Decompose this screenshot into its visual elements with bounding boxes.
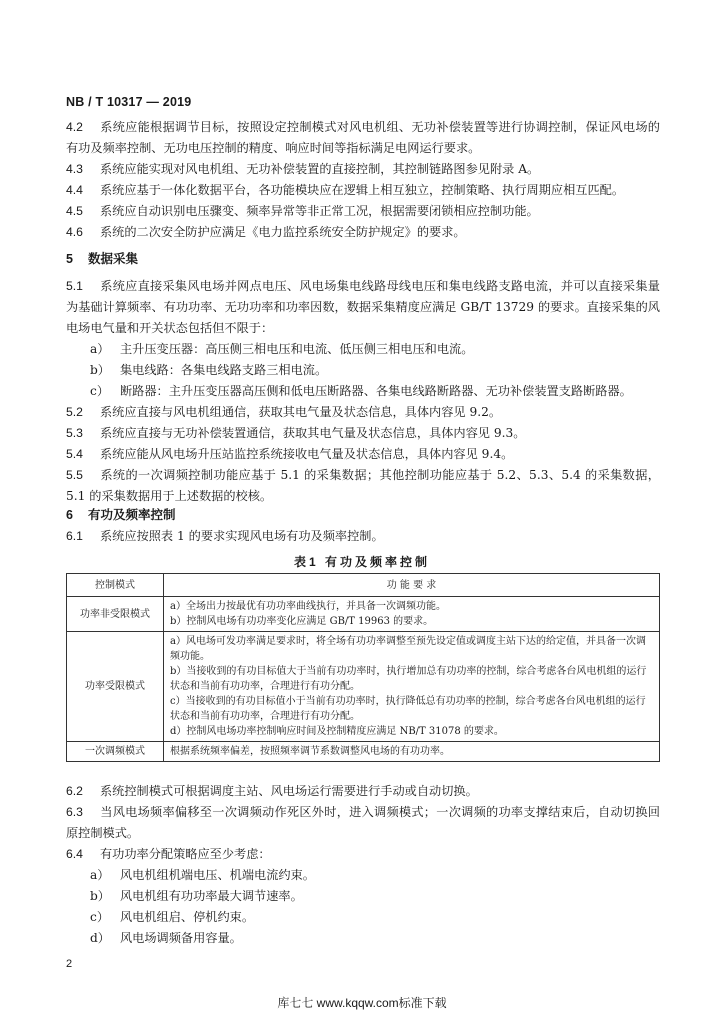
clause-6-2: 6.2 系统控制模式可根据调度主站、风电场运行需要进行手动或自动切换。 bbox=[66, 784, 478, 798]
clause-4-5: 4.5 系统应自动识别电压骤变、频率异常等非正常工况，根据需要闭锁相应控制功能。 bbox=[66, 204, 539, 218]
clause-6-3: 6.3 当风电场频率偏移至一次调频动作死区外时，进入调频模式；一次调频的功率支撑结束后，自动切换回原控制模式。 bbox=[66, 805, 660, 840]
list-item: a） 风电机组机端电压、机端电流约束。 bbox=[90, 868, 315, 882]
table-row bbox=[67, 632, 660, 742]
table-header-row bbox=[67, 574, 660, 597]
clause-4-3: 4.3 系统应能实现对风电机组、无功补偿装置的直接控制，其控制链路图参见附录 A。 bbox=[66, 162, 540, 176]
list-item: b） 风电机组有功功率最大调节速率。 bbox=[90, 889, 303, 903]
table-title: 表1 有功及频率控制 bbox=[293, 555, 430, 569]
table-cell-requirements: a）全场出力按最优有功功率曲线执行，并具备一次调频功能。 b）控制风电场有功功率变化应满足 GB/T 19963 的要求。 bbox=[164, 597, 660, 632]
table-cell-mode: 一次调频模式 bbox=[67, 742, 164, 762]
list-item: d） 风电场调频备用容量。 bbox=[90, 931, 242, 945]
list-item: c） 断路器：主升压变压器高压侧和低电压断路器、各集电线路断路器、无功补偿装置支路断路器。 bbox=[90, 384, 632, 398]
table-cell-requirements: a）风电场可发功率满足要求时，将全场有功功率调整至预先设定值或调度主站下达的给定值，并具备一次调频功能。 b）当接收到的有功目标值大于当前有功功率时，执行增加总有功功率的控制，综合考虑各台风电机组的运行状态和当前有功功率，合理进行有功分配。 c）当接收到的有功目标值小于当前有功功率时，执行降低总有功功率的控制，综合考虑各台风电机组的运行状态和当前有功功率，合理进行有功分配。 d）控制风电场功率控制响应时间及控制精度应满足 NB/T 31078 的要求。 bbox=[164, 632, 660, 742]
clause-6-1: 6.1 系统应按照表 1 的要求实现风电场有功及频率控制。 bbox=[66, 529, 384, 543]
clause-5-3: 5.3 系统应直接与无功补偿装置通信，获取其电气量及状态信息，具体内容见 9.3。 bbox=[66, 426, 526, 440]
page-number: 2 bbox=[66, 958, 73, 970]
clause-5-2: 5.2 系统应直接与风电机组通信，获取其电气量及状态信息，具体内容见 9.2。 bbox=[66, 405, 502, 419]
table-cell-mode: 功率受限模式 bbox=[67, 632, 164, 742]
clause-5-4: 5.4 系统应能从风电场升压站监控系统接收电气量及状态信息，具体内容见 9.4。 bbox=[66, 447, 514, 461]
clause-5-1: 5.1 系统应直接采集风电场并网点电压、风电场集电线路母线电压和集电线路支路电流，并可以直接采集量为基础计算频率、有功功率、无功功率和功率因数，数据采集精度应满足 GB/T 13729 的要求。直接采集的风电场电气量和开关状态包括但不限于： bbox=[66, 279, 660, 335]
clause-5-5: 5.5 系统的一次调频控制功能应基于 5.1 的采集数据；其他控制功能应基于 5.2、5.3、5.4 的采集数据，5.1 的采集数据用于上述数据的校核。 bbox=[66, 468, 660, 503]
table-header-requirements: 功 能 要 求 bbox=[164, 574, 660, 597]
list-item: b） 集电线路：各集电线路支路三相电流。 bbox=[90, 363, 328, 377]
clause-4-6: 4.6 系统的二次安全防护应满足《电力监控系统安全防护规定》的要求。 bbox=[66, 225, 466, 239]
table-row bbox=[67, 597, 660, 632]
standard-code: NB / T 10317 — 2019 bbox=[66, 95, 192, 109]
table-row bbox=[67, 742, 660, 762]
table-cell-mode: 功率非受限模式 bbox=[67, 597, 164, 632]
list-item: a） 主升压变压器：高压侧三相电压和电流、低压侧三相电压和电流。 bbox=[90, 342, 474, 356]
table-header-mode: 控制模式 bbox=[67, 574, 164, 597]
clause-4-4: 4.4 系统应基于一体化数据平台，各功能模块应在逻辑上相互独立，控制策略、执行周期应相互匹配。 bbox=[66, 183, 625, 197]
requirements-table bbox=[66, 573, 660, 762]
clause-4-2: 4.2 系统应能根据调节目标，按照设定控制模式对风电机组、无功补偿装置等进行协调控制，保证风电场的有功及频率控制、无功电压控制的精度、响应时间等指标满足电网运行要求。 bbox=[66, 120, 660, 155]
footer-watermark-text: 库七七 www.kqqw.com标准下载 bbox=[277, 996, 447, 1010]
section-6-heading: 6 有功及频率控制 bbox=[66, 508, 176, 522]
list-item: c） 风电机组启、停机约束。 bbox=[90, 910, 255, 924]
clause-6-4: 6.4 有功功率分配策略应至少考虑： bbox=[66, 847, 271, 861]
section-5-heading: 5 数据采集 bbox=[66, 252, 139, 266]
table-cell-requirements: 根据系统频率偏差，按照频率调节系数调整风电场的有功功率。 bbox=[164, 742, 660, 762]
